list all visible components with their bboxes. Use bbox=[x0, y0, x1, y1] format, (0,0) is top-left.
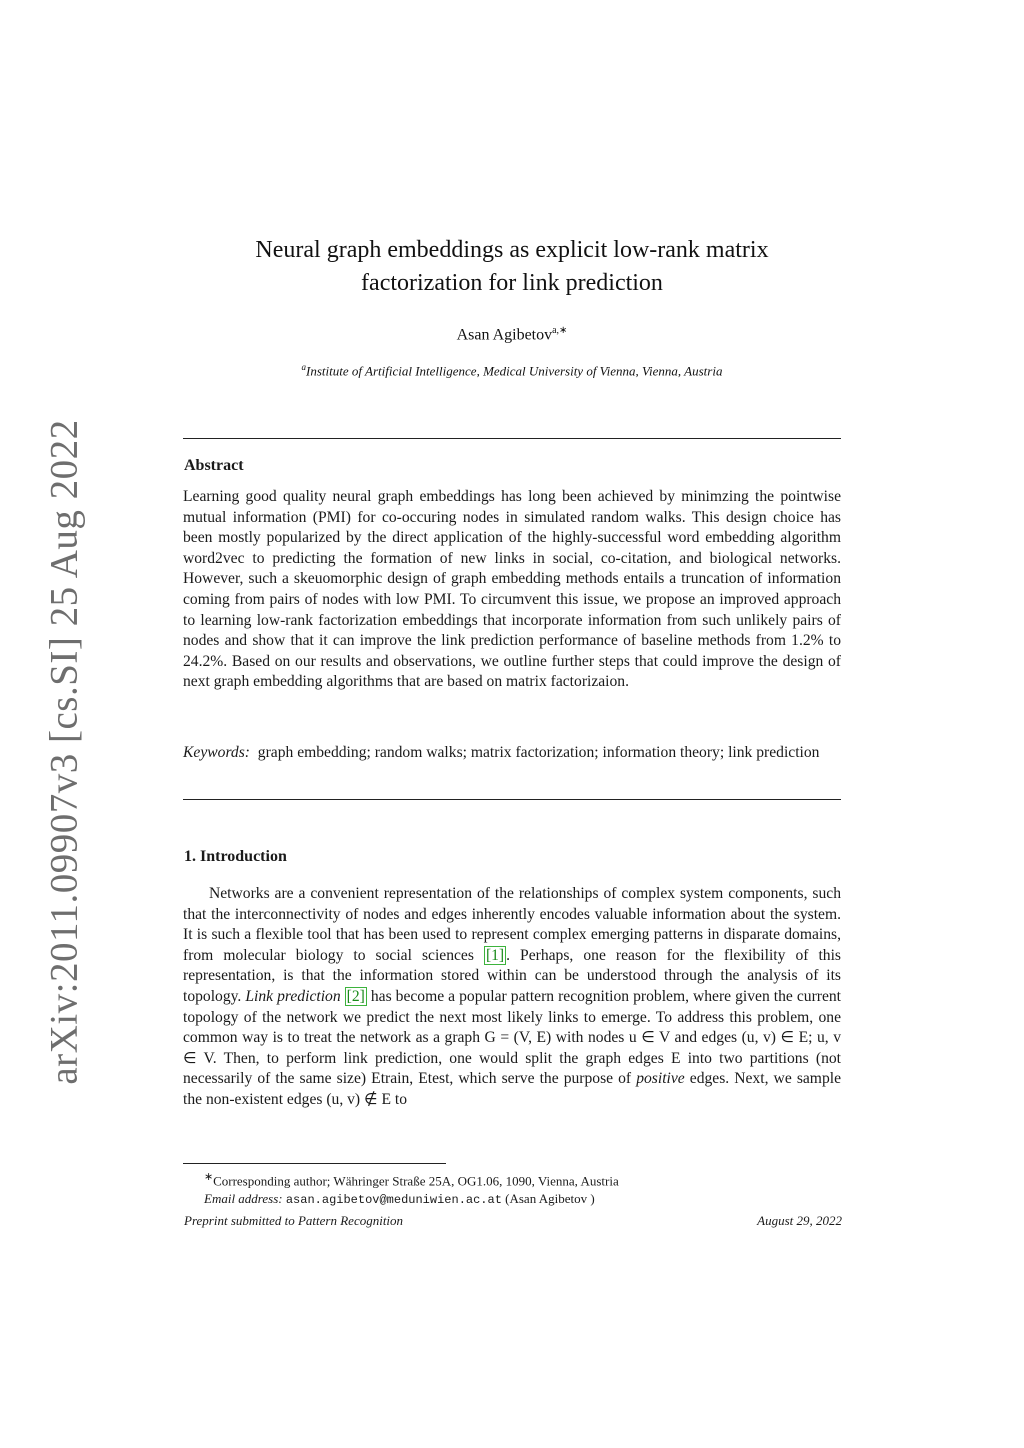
abstract-top-rule bbox=[183, 438, 841, 439]
affiliation bbox=[180, 362, 844, 379]
author-line bbox=[180, 325, 844, 344]
footnote-line-1 bbox=[204, 1168, 844, 1190]
abstract-bottom-rule bbox=[183, 799, 841, 800]
intro-text-1: Networks are a convenient representation of the relationships of complex system components, such that the interconnectivity of nodes and edges inherently encodes valuable information about the system. It is such a flexible tool that has been used to represent complex emerging patterns in disparate domains, from molecular biology to social sciences bbox=[183, 885, 841, 964]
footnote bbox=[204, 1168, 844, 1209]
introduction-heading: 1. Introduction bbox=[184, 848, 287, 865]
citation-link-2[interactable]: [2] bbox=[346, 987, 365, 1005]
introduction-paragraph bbox=[183, 884, 841, 1111]
keywords-label: Keywords: bbox=[183, 744, 250, 761]
citation-link-1[interactable]: [1] bbox=[485, 946, 505, 964]
email-label: Email address: bbox=[204, 1191, 283, 1207]
paper-title bbox=[180, 234, 844, 300]
title-line-2: factorization for link prediction bbox=[361, 270, 663, 296]
intro-text-4: has become a popular pattern recognition problem, where given the current topology of the network we predict the next most likely links to emerge. To address this problem, one common way is to treat the network as a graph G = (V, E) with nodes u ∈ V and edges (u, v) ∈ E; u, v ∈ V. Then, to perform link prediction, one would split the graph edges E into two partitions (not necessarily of the same size) Etrain, Etest, which serve the purpose of bbox=[183, 987, 841, 1088]
footnote-rule bbox=[183, 1163, 446, 1164]
email-link[interactable]: asan.agibetov@meduniwien.ac.at bbox=[285, 1193, 502, 1208]
intro-emphasis-positive: positive bbox=[636, 1070, 685, 1088]
keywords bbox=[183, 743, 841, 764]
footnote-mark: ∗ bbox=[204, 1171, 214, 1183]
abstract-body: Learning good quality neural graph embeddings has long been achieved by minimzing the pointwise mutual information (PMI) for co-occuring nodes in simulated random walks. This design choice has been mostly popularized by the direct application of the highly-successful word embedding algorithm word2vec to predicting the formation of new links in social, co-citation, and biological networks. However, such a skeuomorphic design of graph embedding methods entails a truncation of information coming from pairs of nodes with low PMI. To circumvent this issue, we propose an improved approach to learning low-rank factorization embeddings that incorporate information from such unlikely pairs of nodes and show that it can improve the link prediction performance of baseline methods from 1.2% to 24.2%. Based on our results and observations, we outline further steps that could improve the design of next graph embedding algorithms that are based on matrix factorizaion. bbox=[183, 488, 841, 691]
preprint-date: August 29, 2022 bbox=[757, 1213, 842, 1228]
intro-text-2: . Perhaps, one reason for the flexibility of this representation, is that the information stored within can be understood through the analysis of its topology. bbox=[183, 946, 841, 1005]
intro-text-5: edges. Next, we sample the non-existent edges (u, v) ∉ E to bbox=[183, 1070, 841, 1108]
email-suffix: (Asan Agibetov ) bbox=[505, 1191, 595, 1207]
keywords-text: graph embedding; random walks; matrix factorization; information theory; link prediction bbox=[257, 744, 820, 761]
footnote-text: Corresponding author; Währinger Straße 25A, OG1.06, 1090, Vienna, Austria bbox=[213, 1173, 619, 1189]
preprint-journal: Preprint submitted to Pattern Recognition bbox=[184, 1213, 404, 1228]
affiliation-mark: a bbox=[301, 362, 307, 372]
abstract-heading: Abstract bbox=[184, 457, 244, 474]
author-marks: a,∗ bbox=[552, 325, 568, 336]
intro-emphasis-link-prediction: Link prediction bbox=[245, 987, 341, 1005]
title-line-1: Neural graph embeddings as explicit low-rank matrix bbox=[255, 237, 769, 263]
author-name: Asan Agibetov bbox=[456, 326, 553, 344]
affiliation-text: Institute of Artificial Intelligence, Medical University of Vienna, Vienna, Austria bbox=[306, 363, 723, 379]
arxiv-identifier-stamp: arXiv:2011.09907v3 [cs.SI] 25 Aug 2022 bbox=[42, 419, 86, 1085]
footnote-line-2 bbox=[204, 1190, 844, 1209]
